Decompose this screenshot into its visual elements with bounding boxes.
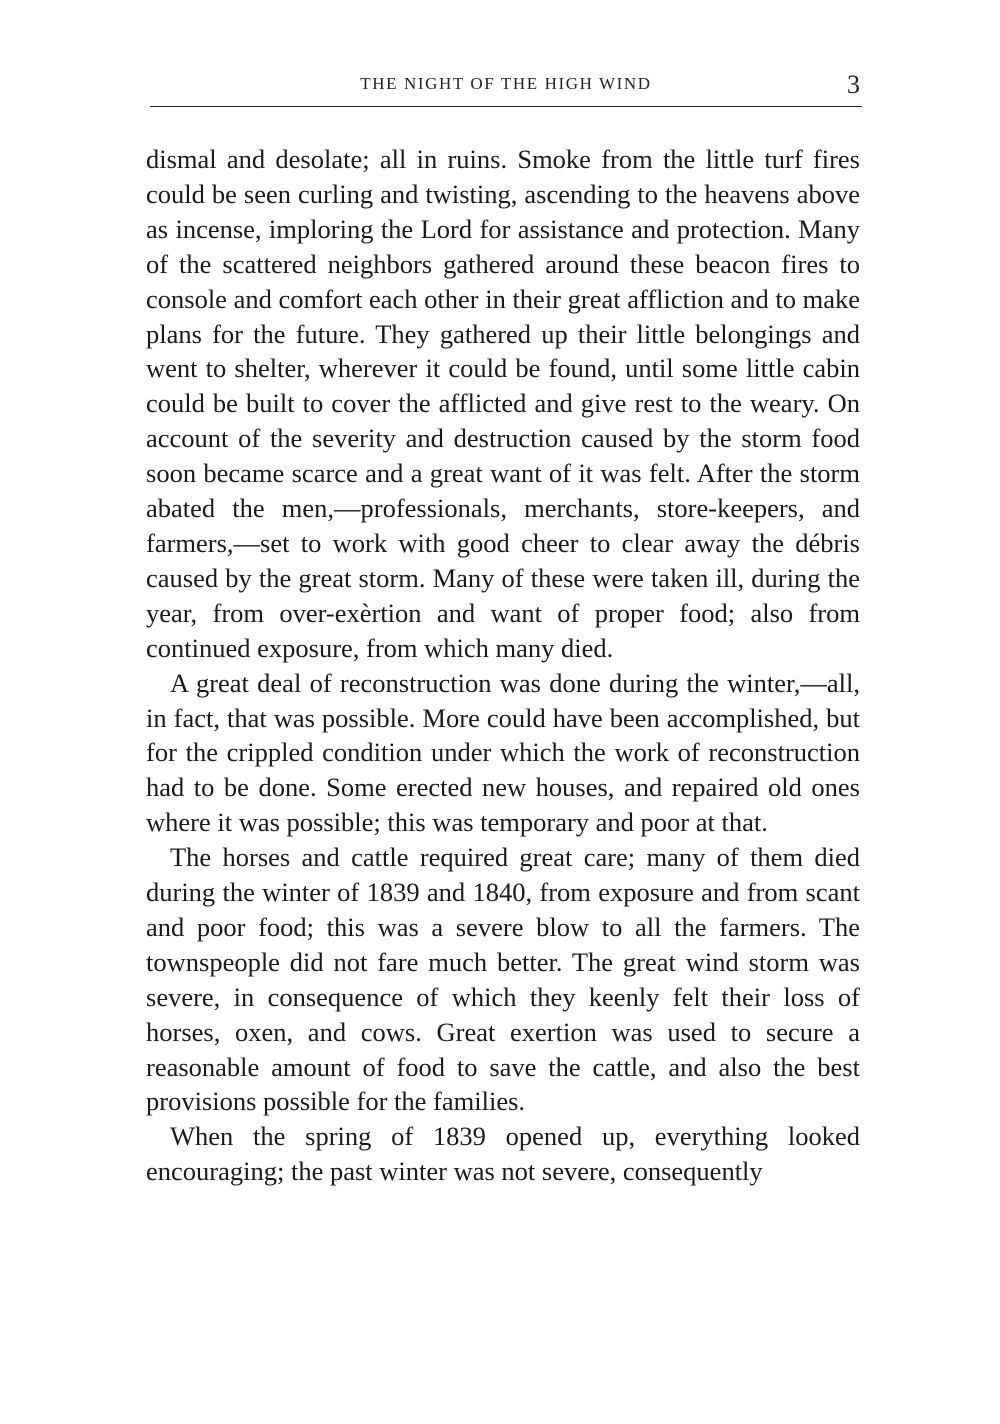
paragraph-continued: dismal and desolate; all in ruins. Smoke from the little turf fires could be seen curling and twisting, ascending to the heavens above as incense, imploring the Lord for assistance and protection. Many of the scattered neighbors gathered around these beacon fires to console and comfort each other in their great affliction and to make plans for the future. They gathered up their little belongings and went to shelter, wherever it could be found, until some little cabin could be built to cover the afflicted and give rest to the weary. On account of the severity and destruction caused by the storm food soon became scarce and a great want of it was felt. After the storm abated the men,—professionals, merchants, store-keepers, and farmers,—set to work with good cheer to clear away the débris caused by the great storm. Many of these were taken ill, during the year, from over-exèrtion and want of proper food; also from continued exposure, from which many died. <box>146 144 860 663</box>
paragraph-reconstruction: A great deal of reconstruction was done during the winter,—all, in fact, that was possible. More could have been accomplished, but for the crippled condition under which the work of reconstruction had to be done. Some erected new houses, and repaired old ones where it was possible; this was temporary and poor at that. <box>146 667 860 838</box>
page-number: 3 <box>847 70 860 99</box>
paragraph-spring-1839: When the spring of 1839 opened up, everything looked encouraging; the past winter was not severe, consequently <box>146 1121 860 1187</box>
body-text <box>146 142 860 1189</box>
paragraph-horses-cattle: The horses and cattle required great care; many of them died during the winter of 1839 and 1840, from exposure and from scant and poor food; this was a severe blow to all the farmers. The townspeople did not fare much better. The great wind storm was severe, in consequence of which they keenly felt their loss of horses, oxen, and cows. Great exertion was used to secure a reasonable amount of food to save the cattle, and also the best provisions possible for the families. <box>146 842 860 1117</box>
running-header <box>150 72 862 107</box>
running-title: THE NIGHT OF THE HIGH WIND <box>360 74 652 93</box>
